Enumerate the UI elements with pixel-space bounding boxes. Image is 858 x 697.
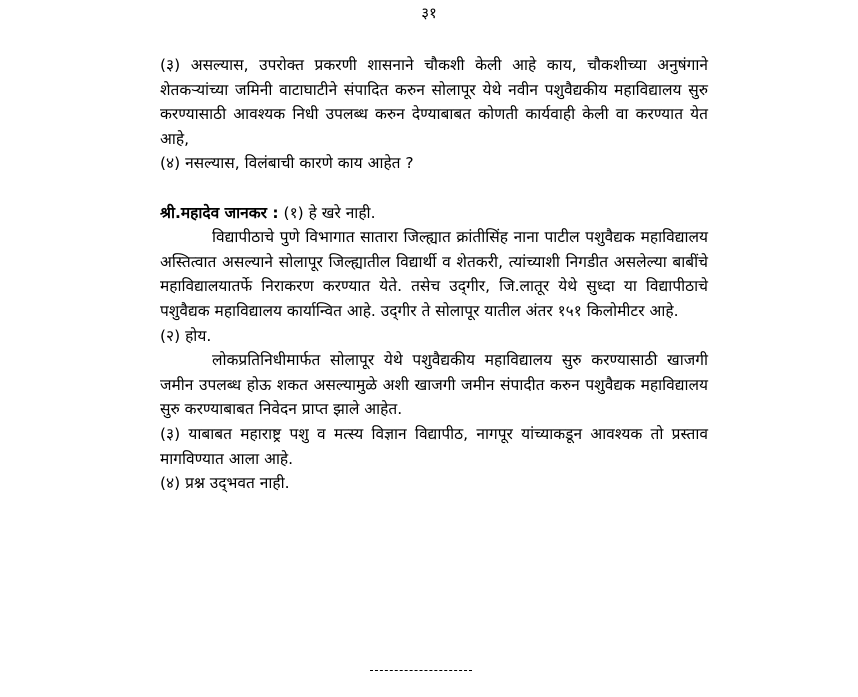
question-4: (४) नसल्यास, विलंबाची कारणे काय आहेत ? [160, 154, 414, 173]
answer-1-label: (१) हे खरे नाही. [278, 203, 376, 222]
answer-3: (३) याबाबत महाराष्ट्र पशु व मत्स्य विज्ञान विद्यापीठ, नागपूर यांच्याकडून आवश्यक तो प्रस्ताव मागविण्यात आला आहे. [160, 424, 708, 468]
answer-2-label: (२) होय. [160, 326, 212, 345]
answer-4: (४) प्रश्न उद्‌भवत नाही. [160, 474, 290, 493]
answer-1-explanation: विद्यापीठाचे पुणे विभागात सातारा जिल्ह्यात क्रांतीसिंह नाना पाटील पशुवैद्यक महाविद्यालय अस्तित्वात असल्याने सोलापूर जिल्ह्यातील विद्यार्थी व शेतकरी, त्यांच्याशी निगडीत असलेल्या बाबींचे महाविद्यालयातर्फे निराकरण करण्यात येते. तसेच उद्‌गीर, जि.लातूर येथे सुध्दा या विद्यापीठाचे पशुवैद्यक महाविद्यालय कार्यान्वित आहे. उद्‌गीर ते सोलापूर यातील अंतर १५१ किलोमीटर आहे. [160, 228, 708, 320]
end-divider [370, 670, 472, 671]
page-number: ३१ [421, 4, 437, 22]
document-body [160, 53, 708, 496]
speaker-name: श्री.महादेव जानकर : [160, 203, 279, 222]
paragraph-gap [160, 176, 708, 201]
question-3: (३) असल्यास, उपरोक्त प्रकरणी शासनाने चौकशी केली आहे काय, चौकशीच्या अनुषंगाने शेतकऱ्यांच्या जमिनी वाटाघाटीने संपादित करुन सोलापूर येथे नवीन पशुवैद्यकीय महाविद्यालय सुरु करण्यासाठी आवश्यक निधी उपलब्ध करुन देण्याबाबत कोणती कार्यवाही केली वा करण्यात येत आहे, [160, 56, 708, 148]
answer-2-explanation: लोकप्रतिनिधीमार्फत सोलापूर येथे पशुवैद्यकीय महाविद्यालय सुरु करण्यासाठी खाजगी जमीन उपलब्ध होऊ शकत असल्यामुळे अशी खाजगी जमीन संपादीत करुन पशुवैद्यक महाविद्यालय सुरु करण्याबाबत निवेदन प्राप्त झाले आहेत. [160, 351, 708, 419]
answer-1 [160, 201, 708, 226]
